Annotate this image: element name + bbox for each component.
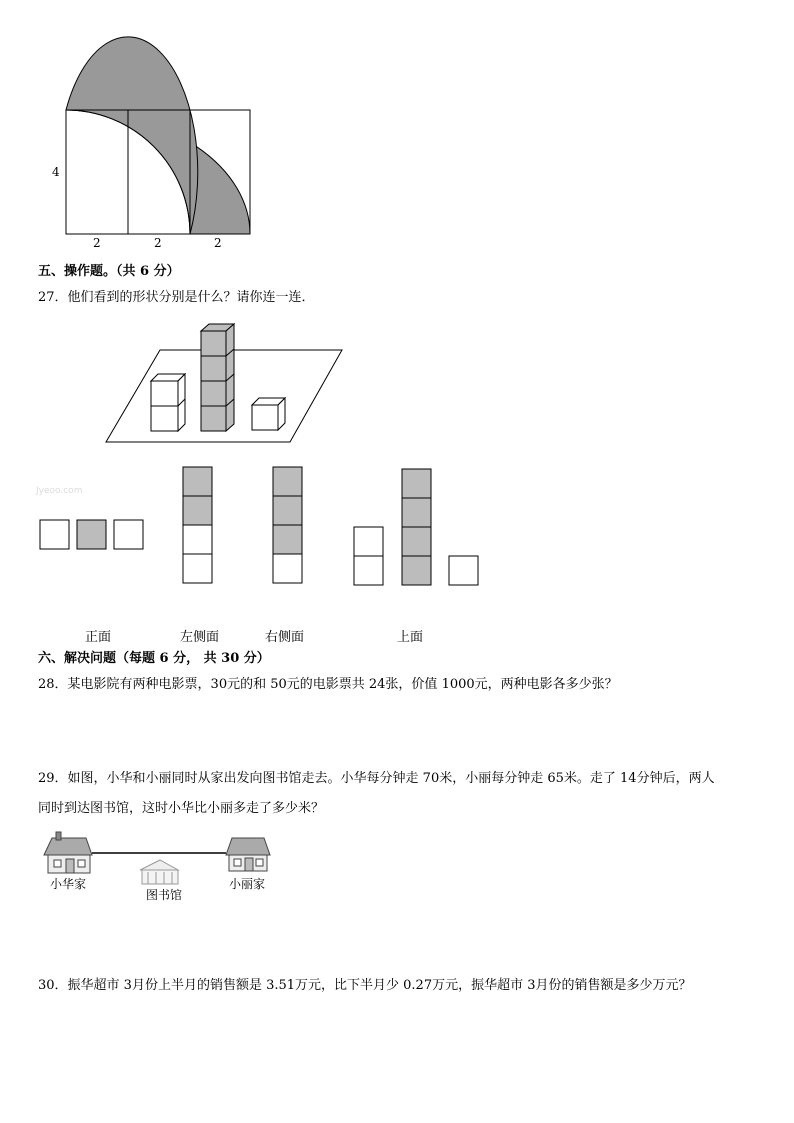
q27-text: 27．他们看到的形状分别是什么？请你连一连． [38, 290, 315, 305]
xiaoli-house-icon [226, 838, 270, 871]
section6-heading: 六、解决问题（每题 6 分， 共 30 分） [38, 651, 270, 666]
label-left-side: 左侧面 [180, 630, 220, 645]
shaded-region-inner-2 [66, 37, 198, 234]
q29-figure [0, 825, 794, 905]
bottom-label-3: 2 [214, 236, 222, 250]
xiaohua-house-icon [44, 832, 92, 873]
label-xiaohua-home: 小华家 [50, 877, 87, 891]
area-figure-svg [0, 0, 794, 260]
library-icon [140, 860, 178, 884]
q28-text: 28．某电影院有两种电影票，30元的和 50元的电影票共 24张，价值 1000元，两种电影各多少张？ [38, 677, 618, 692]
label-top: 上面 [397, 630, 424, 645]
q30-text: 30．振华超市 3月份上半月的销售额是 3.51万元，比下半月少 0.27万元，振华超市 3月份的销售额是多少万元？ [38, 978, 692, 993]
label-front: 正面 [85, 630, 112, 645]
q27-figure-svg [0, 310, 794, 650]
label-xiaoli-home: 小丽家 [229, 877, 266, 891]
label-library: 图书馆 [146, 888, 183, 902]
cube-stack-left [151, 374, 185, 431]
view-front-shape [40, 520, 143, 549]
watermark: Jyeoo.com [36, 486, 83, 496]
view-right-shape [273, 467, 302, 583]
section5-heading: 五、操作题。（共 6 分） [38, 264, 180, 279]
side-label: 4 [52, 165, 60, 179]
q27-figure [0, 310, 794, 650]
cube-single-right [252, 398, 285, 430]
label-right-side: 右侧面 [265, 630, 305, 645]
q29-figure-svg [0, 825, 794, 905]
area-figure [0, 0, 794, 260]
q29-text-line1: 29．如图，小华和小丽同时从家出发向图书馆走去。小华每分钟走 70米，小丽每分钟走 65米。走了 14分钟后，两人 [38, 771, 715, 786]
bottom-label-2: 2 [154, 236, 162, 250]
cube-stack-middle [201, 324, 234, 431]
view-top-shape [354, 469, 478, 585]
view-left-shape [183, 467, 212, 583]
bottom-label-1: 2 [93, 236, 101, 250]
q29-text-line2: 同时到达图书馆，这时小华比小丽多走了多少米？ [38, 801, 325, 816]
